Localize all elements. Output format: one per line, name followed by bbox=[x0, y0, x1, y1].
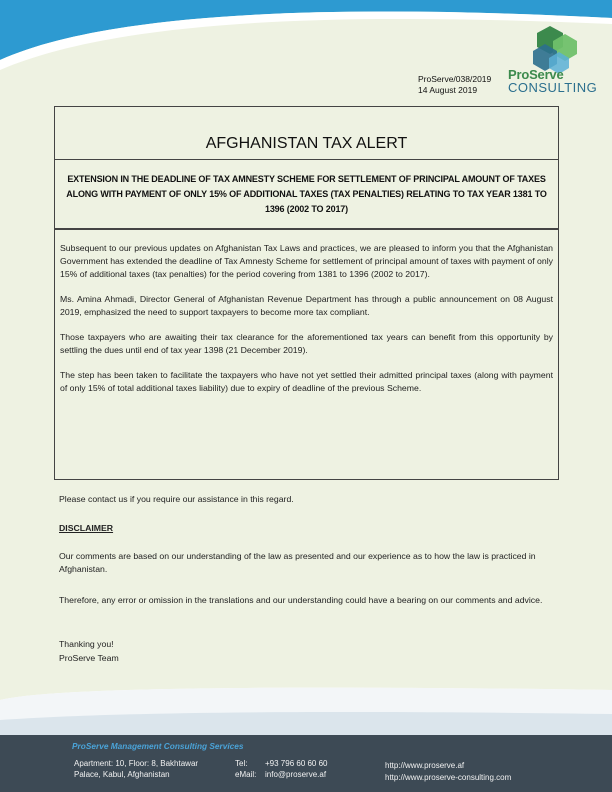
contact-line: Please contact us if you require our assistance in this regard. bbox=[59, 494, 294, 504]
footer-email-label: eMail: bbox=[235, 770, 257, 779]
footer-company-name: ProServe Management Consulting Services bbox=[72, 741, 244, 751]
logo-tagline: CONSULTING bbox=[508, 80, 598, 95]
body-paragraph-4: The step has been taken to facilitate the taxpayers who have not yet settled their admitted principal taxes (along with payment of only 15% of total additional taxes liability) due to expiry of deadline of the previous Scheme. bbox=[60, 370, 553, 393]
footer-tel-label: Tel: bbox=[235, 759, 248, 768]
footer-address-1: Apartment: 10, Floor: 8, Bakhtawar bbox=[74, 759, 199, 768]
issue-date: 14 August 2019 bbox=[418, 85, 478, 95]
footer-email-link[interactable]: info@proserve.af bbox=[265, 770, 327, 779]
body-box bbox=[54, 229, 559, 480]
footer-address-2: Palace, Kabul, Afghanistan bbox=[74, 770, 170, 779]
footer-url-1[interactable]: http://www.proserve.af bbox=[385, 761, 465, 770]
title-box bbox=[54, 106, 559, 160]
reference-number: ProServe/038/2019 bbox=[418, 74, 492, 84]
disclaimer-paragraph-2: Therefore, any error or omission in the translations and our understanding could have a bearing on our comments and advice. bbox=[59, 595, 543, 605]
thanks-line: Thanking you! bbox=[59, 639, 114, 649]
body-paragraph-1: Subsequent to our previous updates on Afghanistan Tax Laws and practices, we are pleased to inform you that the Afghanistan Government has extended the deadline of Tax Amnesty Scheme for settlement of principal amount of taxes with payment of only 15% of additional taxes (tax penalties) for the period covering from 1381 to 1396 (2002 to 2017). bbox=[60, 243, 553, 279]
logo-wordmark: ProServe bbox=[508, 67, 564, 82]
body-paragraph-3: Those taxpayers who are awaiting their tax clearance for the aforementioned tax years can benefit from this opportunity by settling the dues until end of tax year 1398 (21 December 2019). bbox=[60, 332, 553, 355]
disclaimer-heading: DISCLAIMER bbox=[59, 523, 114, 533]
alert-title: AFGHANISTAN TAX ALERT bbox=[205, 135, 408, 152]
footer-tel-value: +93 796 60 60 60 bbox=[265, 759, 328, 768]
reference-block bbox=[418, 74, 491, 96]
subtitle-box bbox=[54, 158, 559, 229]
body-paragraph-2: Ms. Amina Ahmadi, Director General of Afghanistan Revenue Department has through a public announcement on 08 August 2019, emphasized the need to support taxpayers to become more tax compliant. bbox=[60, 294, 553, 317]
disclaimer-paragraph-1: Our comments are based on our understanding of the law as presented and our experience as to how the law is practiced in Afghanistan. bbox=[59, 551, 536, 574]
signature-team: ProServe Team bbox=[59, 653, 119, 663]
footer-url-2[interactable]: http://www.proserve-consulting.com bbox=[385, 773, 512, 782]
alert-subtitle: EXTENSION IN THE DEADLINE OF TAX AMNESTY SCHEME FOR SETTLEMENT OF PRINCIPAL AMOUNT OF TAXES ALONG WITH PAYMENT OF ONLY 15% OF ADDITIONAL TAXES (TAX PENALTIES) RELATING TO TAX YEAR 1381 TO 1396 (2002 TO 2017) bbox=[66, 174, 547, 214]
